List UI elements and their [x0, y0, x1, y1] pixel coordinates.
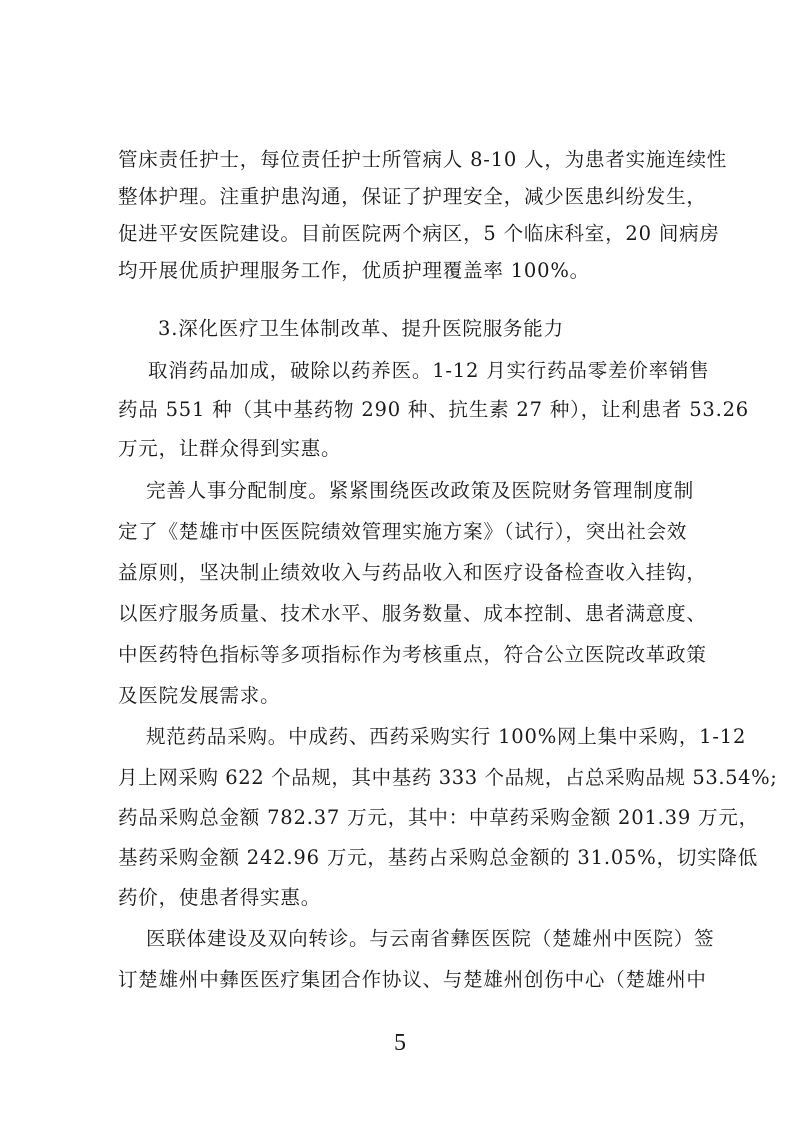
text-line: 万元，让群众得到实惠。: [118, 437, 342, 460]
text-line: 及医院发展需求。: [118, 684, 281, 707]
text-line: 完善人事分配制度。紧紧围绕医改政策及医院财务管理制度制: [146, 479, 695, 502]
text-line: 管床责任护士，每位责任护士所管病人 8-10 人，为患者实施连续性: [118, 148, 728, 171]
page-number: 5: [394, 1030, 406, 1056]
text-line: 均开展优质护理服务工作，优质护理覆盖率 100%。: [118, 259, 590, 282]
text-line: 药品采购总金额 782.37 万元，其中：中草药采购金额 201.39 万元，: [118, 806, 759, 829]
text-line: 中医药特色指标等多项指标作为考核重点，符合公立医院改革政策: [118, 643, 707, 666]
text-line: 医联体建设及双向转诊。与云南省彝医医院（楚雄州中医院）签: [146, 927, 715, 950]
text-line: 规范药品采购。中成药、西药采购实行 100%网上集中采购，1-12: [146, 725, 747, 748]
text-line: 以医疗服务质量、技术水平、服务数量、成本控制、患者满意度、: [118, 602, 707, 625]
text-line: 基药采购金额 242.96 万元，基药占采购总金额的 31.05%，切实降低: [118, 846, 759, 869]
text-line: 药价，使患者得实惠。: [118, 886, 322, 909]
text-line: 取消药品加成，破除以药养医。1-12 月实行药品零差价率销售: [148, 359, 710, 382]
text-line: 药品 551 种（其中基药物 290 种、抗生素 27 种），让利患者 53.26: [118, 398, 750, 421]
text-line: 定了《楚雄市中医医院绩效管理实施方案》（试行），突出社会效: [118, 520, 688, 543]
text-line: 益原则，坚决制止绩效收入与药品收入和医疗设备检查收入挂钩，: [118, 561, 707, 584]
text-line: 月上网采购 622 个品规，其中基药 333 个品规，占总采购品规 53.54%;: [118, 766, 778, 789]
text-line: 促进平安医院建设。目前医院两个病区，5 个临床科室，20 间病房: [118, 222, 720, 245]
text-line: 订楚雄州中彝医医疗集团合作协议、与楚雄州创伤中心（楚雄州中: [118, 968, 707, 991]
text-line: 整体护理。注重护患沟通，保证了护理安全，减少医患纠纷发生，: [118, 185, 707, 208]
section-heading: 3.深化医疗卫生体制改革、提升医院服务能力: [158, 317, 564, 340]
